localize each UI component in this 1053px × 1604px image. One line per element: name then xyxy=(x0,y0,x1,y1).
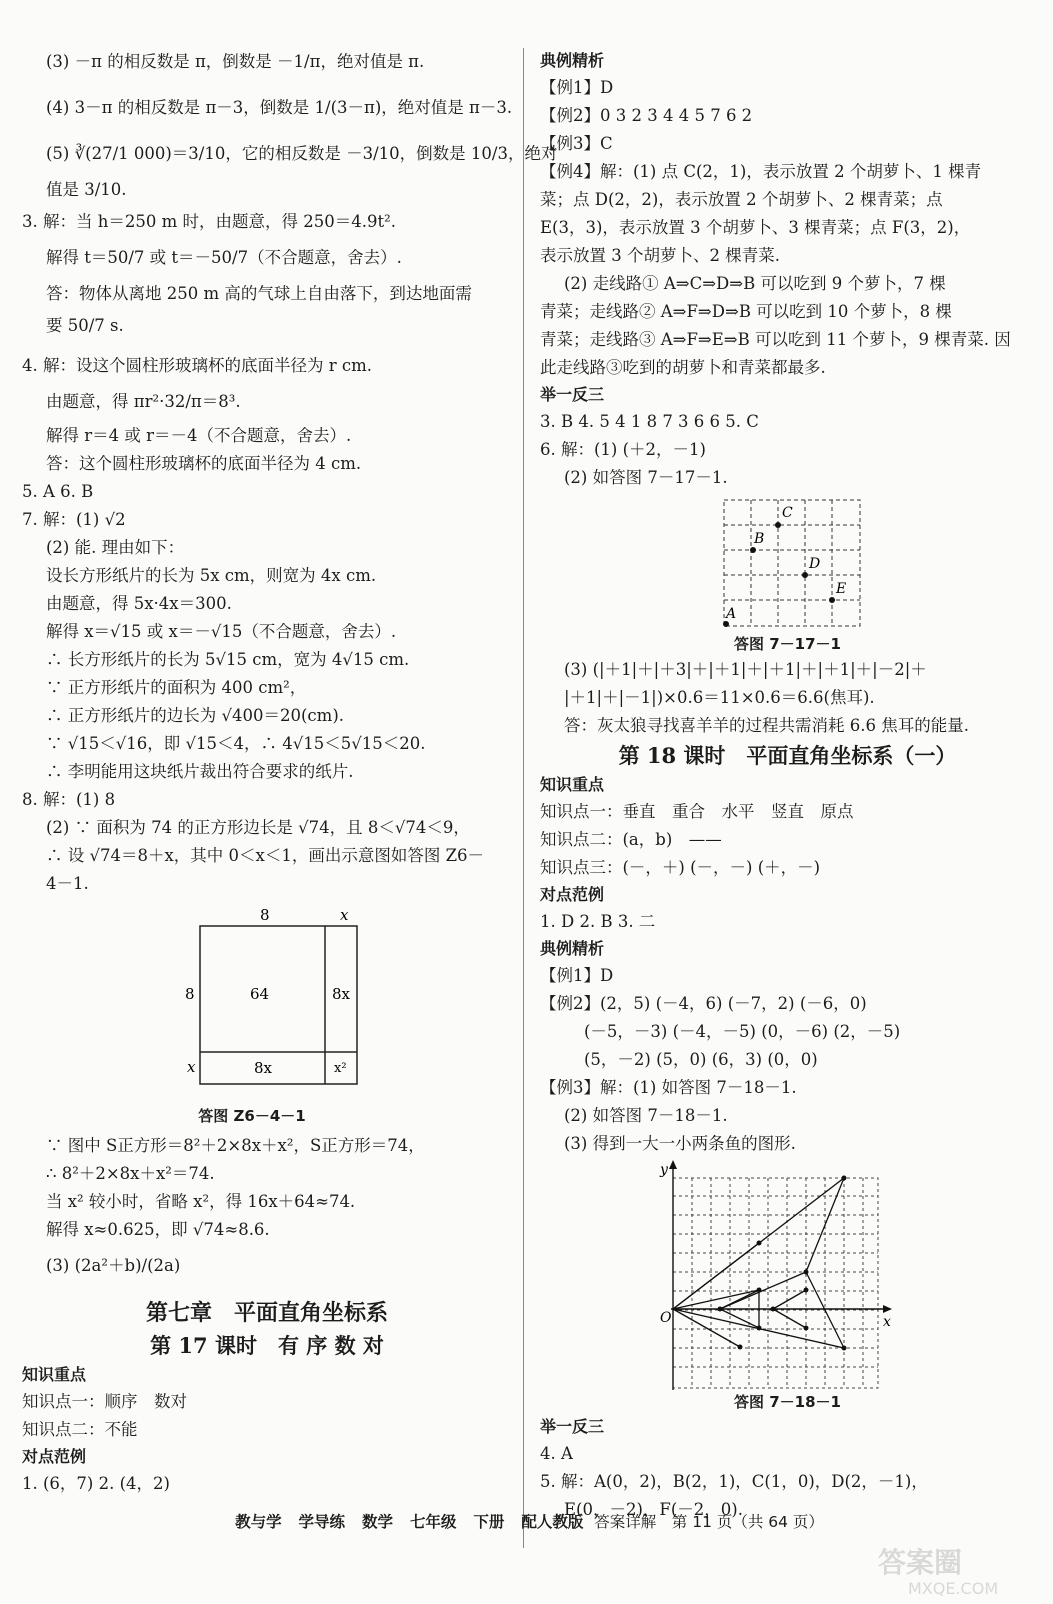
watermark-icon xyxy=(868,1540,1043,1600)
text-line: 解得 t＝50/7 或 t＝－50/7（不合题意，舍去）. xyxy=(46,248,402,267)
chapter-title: 第七章 平面直角坐标系 xyxy=(145,1300,388,1326)
text-line: 青菜；走线路③ A⇒F⇒E⇒B 可以吃到 11 个萝卜，9 棵青菜. 因 xyxy=(540,330,1011,349)
fig-label: 8 xyxy=(185,985,195,1003)
section-heading: 对点范例 xyxy=(22,1447,87,1466)
text-line: 解得 x≈0.625，即 √74≈8.6. xyxy=(46,1220,270,1239)
text-line: 4. A xyxy=(540,1444,573,1463)
footer-part: 配人教版 xyxy=(521,1513,584,1531)
axis-label: O xyxy=(660,1310,672,1326)
text-line: E(0，－2)，F(－2，0). xyxy=(564,1500,743,1519)
point-label: E xyxy=(836,581,847,597)
text-line: 5. 解：A(0，2)，B(2，1)，C(1，0)，D(2，－1)， xyxy=(540,1472,928,1491)
text-line: 知识点二：不能 xyxy=(22,1420,138,1439)
text-line: 答：这个圆柱形玻璃杯的底面半径为 4 cm. xyxy=(46,454,362,473)
page-footer xyxy=(0,1510,1053,1532)
right-column xyxy=(540,48,1035,1524)
section-heading: 典例精析 xyxy=(540,51,605,70)
footer-part: 教与学 xyxy=(235,1513,282,1531)
text-line: (2) 如答图 7－18－1. xyxy=(564,1106,728,1125)
square-diagram xyxy=(22,904,512,1104)
text-line: (2) 能. 理由如下： xyxy=(46,538,185,557)
text-line: 4－1. xyxy=(46,874,89,893)
fig-label: 64 xyxy=(250,985,270,1003)
fig-label: x² xyxy=(334,1061,347,1076)
figure-caption: 答图 Z6－4－1 xyxy=(198,1107,306,1125)
footer-part: 学导练 xyxy=(298,1513,346,1531)
text-line: (5，－2) (5，0) (6，3) (0，0) xyxy=(584,1050,818,1069)
text-line: 当 x² 较小时，省略 x²，得 16x＋64≈74. xyxy=(46,1192,356,1211)
text-line: (2) ∵ 面积为 74 的正方形边长是 √74，且 8＜√74＜9， xyxy=(46,818,470,837)
grid-figure-7-17-1 xyxy=(540,492,1035,632)
fig-label: 8x xyxy=(332,985,351,1003)
text-line: 6. 解：(1) (＋2，－1) xyxy=(540,440,706,459)
text-line: (3) (2a²＋b)/(2a) xyxy=(46,1256,181,1275)
text-line: 5. A 6. B xyxy=(22,482,94,501)
text-line: 答：灰太狼寻找喜羊羊的过程共需消耗 6.6 焦耳的能量. xyxy=(564,716,969,735)
text-line: 设长方形纸片的长为 5x cm，则宽为 4x cm. xyxy=(46,566,377,585)
text-line: 8. 解：(1) 8 xyxy=(22,790,116,809)
text-line: ∵ 正方形纸片的面积为 400 cm²， xyxy=(46,678,307,697)
grid-diagram xyxy=(540,492,1035,632)
section-heading: 知识重点 xyxy=(22,1365,87,1384)
section-heading: 对点范例 xyxy=(540,885,605,904)
text-line: 【例1】D xyxy=(540,966,614,985)
text-line: ∵ √15＜√16，即 √15＜4，∴ 4√15＜5√15＜20. xyxy=(46,734,426,753)
section-heading: 举一反三 xyxy=(540,1417,605,1436)
text-line: 知识点一：垂直 重合 水平 竖直 原点 xyxy=(540,802,854,821)
text-line: (3) 得到一大一小两条鱼的图形. xyxy=(564,1134,796,1153)
text-line: 青菜；走线路② A⇒F⇒D⇒B 可以吃到 10 个萝卜，8 棵 xyxy=(540,302,952,321)
text-line: ∴ 设 √74＝8＋x，其中 0＜x＜1，画出示意图如答图 Z6－ xyxy=(46,846,485,865)
text-line: 【例3】解：(1) 如答图 7－18－1. xyxy=(540,1078,797,1097)
text-line: 表示放置 3 个胡萝卜、2 棵青菜. xyxy=(540,246,780,265)
watermark-url: MXQE.COM xyxy=(908,1579,999,1598)
text-line: 【例1】D xyxy=(540,78,614,97)
text-line: 3. B 4. 5 4 1 8 7 3 6 6 5. C xyxy=(540,412,759,431)
text-line: 知识点二：(a，b) —— xyxy=(540,830,722,849)
footer-part: 下册 xyxy=(473,1513,505,1531)
text-line: 知识点一：顺序 数对 xyxy=(22,1392,187,1411)
text-line: 1. D 2. B 3. 二 xyxy=(540,912,656,931)
text-line: 解得 r＝4 或 r＝－4（不合题意，舍去）. xyxy=(46,426,352,445)
lesson-title: 第 18 课时 平面直角坐标系（一） xyxy=(618,743,957,768)
text-line: 菜；点 D(2，2)，表示放置 2 个胡萝卜、2 棵青菜；点 xyxy=(540,190,943,209)
fig-label: x xyxy=(340,906,349,924)
footer-page-info: 答案详解 第 11 页（共 64 页） xyxy=(594,1513,824,1531)
square-figure xyxy=(22,904,512,1104)
text-line: 1. (6，7) 2. (4，2) xyxy=(22,1474,170,1493)
text-line: 【例2】(2，5) (－4，6) (－7，2) (－6，0) xyxy=(540,994,867,1013)
text-line: ∴ 8²＋2×8x＋x²＝74. xyxy=(46,1164,215,1183)
text-line: 要 50/7 s. xyxy=(46,316,124,335)
text-line: ∴ 李明能用这块纸片裁出符合要求的纸片. xyxy=(46,762,354,781)
text-line: (2) 如答图 7－17－1. xyxy=(564,468,728,487)
text-line: 7. 解：(1) √2 xyxy=(22,510,126,529)
text-line: 3. 解：当 h＝250 m 时，由题意，得 250＝4.9t². xyxy=(22,212,396,231)
text-line: ∴ 长方形纸片的长为 5√15 cm，宽为 4√15 cm. xyxy=(46,650,410,669)
text-line: E(3，3)，表示放置 3 个胡萝卜、3 棵青菜；点 F(3，2)， xyxy=(540,218,971,237)
point-label: C xyxy=(782,505,793,521)
text-line: 值是 3/10. xyxy=(46,180,127,199)
axis-label: x xyxy=(883,1314,891,1330)
section-heading: 典例精析 xyxy=(540,939,605,958)
text-line: (3) (|＋1|＋|＋3|＋|＋1|＋|＋1|＋|＋1|＋|－2|＋ xyxy=(564,660,927,679)
fig-label: 8x xyxy=(254,1059,273,1077)
text-line: 由题意，得 5x·4x＝300. xyxy=(46,594,232,613)
watermark-logo xyxy=(868,1540,1043,1600)
text-line: 由题意，得 πr²·32/π＝8³. xyxy=(46,392,241,411)
figure-caption: 答图 7－18－1 xyxy=(734,1393,841,1411)
text-line: (4) 3－π 的相反数是 π－3，倒数是 1/(3－π)，绝对值是 π－3. xyxy=(46,98,513,117)
text-line: (5) ∛(27/1 000)＝3/10，它的相反数是 －3/10，倒数是 10/3，绝对 xyxy=(46,144,558,163)
text-line: 【例2】0 3 2 3 4 4 5 7 6 2 xyxy=(540,106,753,125)
text-line: 此走线路③吃到的胡萝卜和青菜都最多. xyxy=(540,358,826,377)
text-line: (－5，－3) (－4，－5) (0，－6) (2，－5) xyxy=(584,1022,901,1041)
point-label: A xyxy=(726,606,737,622)
section-heading: 举一反三 xyxy=(540,385,605,404)
fig-label: x xyxy=(187,1058,196,1076)
footer-part: 数学 xyxy=(361,1513,393,1531)
text-line: 4. 解：设这个圆柱形玻璃杯的底面半径为 r cm. xyxy=(22,356,372,375)
text-line: 【例4】解：(1) 点 C(2，1)，表示放置 2 个胡萝卜、1 棵青 xyxy=(540,162,982,181)
text-line: ∴ 正方形纸片的边长为 √400＝20(cm). xyxy=(46,706,344,725)
lesson-title: 第 17 课时 有 序 数 对 xyxy=(150,1333,384,1358)
grid-figure-7-18-1 xyxy=(540,1158,1035,1390)
text-line: 【例3】C xyxy=(540,134,613,153)
text-line: 答：物体从离地 250 m 高的气球上自由落下，到达地面需 xyxy=(46,284,472,303)
text-line: (3) －π 的相反数是 π，倒数是 －1/π，绝对值是 π. xyxy=(46,52,425,71)
column-divider xyxy=(523,48,524,1548)
text-line: 知识点三：(－，＋) (－，－) (＋，－) xyxy=(540,858,821,877)
point-label: B xyxy=(754,531,765,547)
watermark-text: 答案圈 xyxy=(878,1546,963,1579)
section-heading: 知识重点 xyxy=(540,775,605,794)
text-line: ∵ 图中 S正方形＝8²＋2×8x＋x²，S正方形＝74， xyxy=(46,1136,425,1155)
text-line: |＋1|＋|－1|)×0.6＝11×0.6＝6.6(焦耳). xyxy=(564,688,875,707)
point-label: D xyxy=(809,556,821,572)
text-line: 解得 x＝√15 或 x＝－√15（不合题意，舍去）. xyxy=(46,622,397,641)
axis-label: y xyxy=(660,1162,668,1178)
text-line: (2) 走线路① A⇒C⇒D⇒B 可以吃到 9 个萝卜，7 棵 xyxy=(564,274,946,293)
coordinate-diagram xyxy=(540,1158,1035,1390)
footer-part: 七年级 xyxy=(409,1513,457,1531)
figure-caption: 答图 7－17－1 xyxy=(734,635,841,653)
fig-label: 8 xyxy=(260,906,270,924)
